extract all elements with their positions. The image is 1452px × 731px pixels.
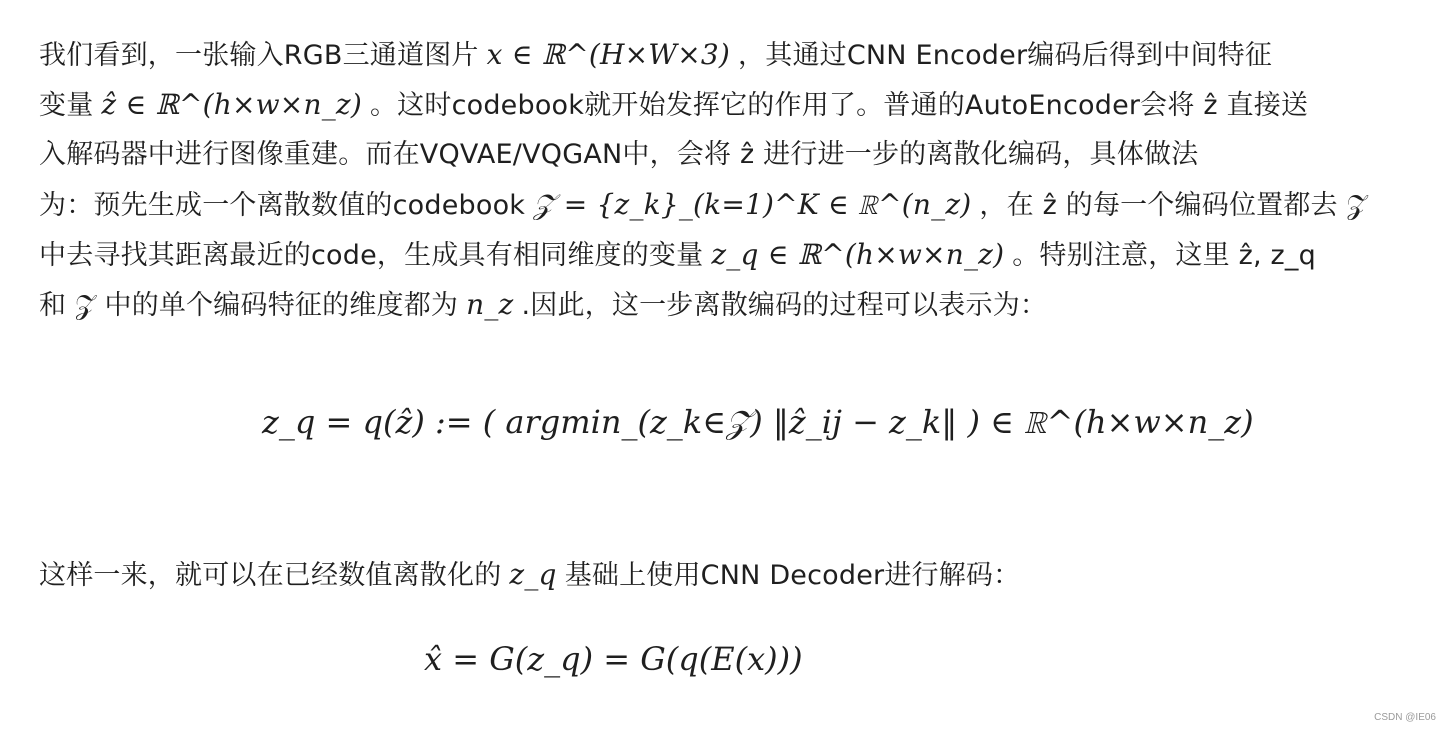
text-segment: 入解码器中进行图像重建。而在VQVAE/VQGAN中，会将 ẑ 进行进一步的离散化编码，具体做法 bbox=[39, 139, 1199, 170]
text-segment: 中去寻找其距离最近的code，生成具有相同维度的变量 bbox=[39, 240, 704, 271]
paragraph-line-2 bbox=[39, 80, 1419, 130]
paragraph-line bbox=[39, 550, 1419, 600]
paragraph-decoder bbox=[39, 550, 1419, 600]
text-segment: 这样一来，就可以在已经数值离散化的 bbox=[39, 560, 502, 591]
equation-quantization: z_q = q(ẑ) := ( argmin_(z_k∈𝒵) ‖ẑ_ij − z_k‖ ) ∈ ℝ^(h×w×n_z) bbox=[262, 403, 1254, 441]
paragraph-line-3 bbox=[39, 130, 1419, 180]
paragraph-line-6 bbox=[39, 280, 1419, 330]
text-segment: 为：预先生成一个离散数值的codebook bbox=[39, 190, 526, 221]
paragraph-line-5 bbox=[39, 230, 1419, 280]
inline-math: ẑ ∈ ℝ^(h×w×n_z) bbox=[101, 88, 362, 121]
inline-math: x ∈ ℝ^(H×W×3) bbox=[486, 38, 731, 71]
text-segment: 。这时codebook就开始发挥它的作用了。普通的AutoEncoder会将 ẑ 直接送 bbox=[369, 90, 1309, 121]
paragraph-line-4 bbox=[39, 180, 1419, 230]
paragraph-vq-intro bbox=[39, 30, 1419, 330]
inline-math: z_q ∈ ℝ^(h×w×n_z) bbox=[711, 238, 1005, 271]
watermark: CSDN @IE06 bbox=[1374, 712, 1436, 723]
text-segment: 和 𝒵 中的单个编码特征的维度都为 bbox=[39, 290, 459, 321]
text-segment: 我们看到，一张输入RGB三通道图片 bbox=[39, 40, 479, 71]
paragraph-line-1 bbox=[39, 30, 1419, 80]
equation-decoding: x̂ = G(z_q) = G(q(E(x))) bbox=[424, 640, 803, 678]
inline-math: z_q bbox=[509, 558, 557, 591]
text-segment: 变量 bbox=[39, 90, 94, 121]
text-segment: 。特别注意，这里 ẑ, z_q bbox=[1012, 240, 1316, 271]
inline-math: n_z bbox=[466, 288, 514, 321]
inline-math: 𝒵 = {z_k}_(k=1)^K ∈ ℝ^(n_z) bbox=[533, 188, 972, 221]
text-segment: 基础上使用CNN Decoder进行解码： bbox=[564, 560, 1021, 591]
text-segment: ，在 ẑ 的每一个编码位置都去 𝒵 bbox=[979, 190, 1368, 221]
text-segment: ，其通过CNN Encoder编码后得到中间特征 bbox=[738, 40, 1273, 71]
text-segment: .因此，这一步离散编码的过程可以表示为： bbox=[521, 290, 1048, 321]
